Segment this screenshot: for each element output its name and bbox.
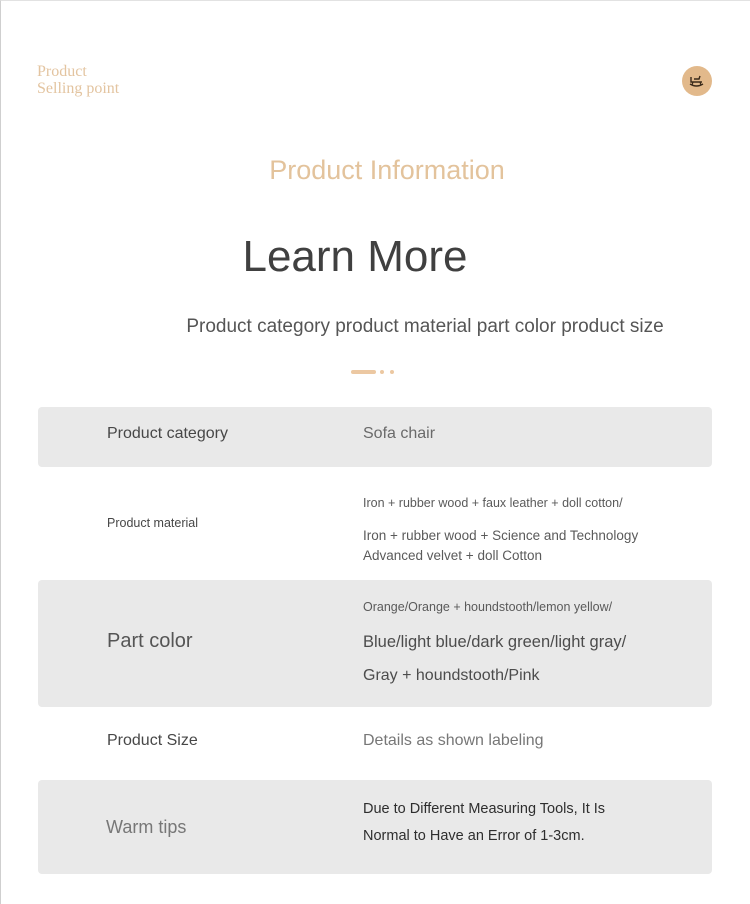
- spec-value: Iron + rubber wood + Science and Technology: [363, 528, 639, 543]
- spec-value: Advanced velvet + doll Cotton: [363, 548, 542, 563]
- brand-line-2: Selling point: [37, 80, 120, 97]
- section-headline: Learn More: [242, 232, 468, 281]
- spec-value: Orange/Orange + houndstooth/lemon yellow/: [363, 600, 613, 614]
- spec-value: Details as shown labeling: [363, 732, 544, 749]
- spec-value: Blue/light blue/dark green/light gray/: [363, 633, 627, 651]
- spec-label: Product Size: [107, 732, 198, 749]
- rocking-chair-icon-graphic: [688, 72, 706, 90]
- divider-bar: [351, 370, 376, 374]
- divider-dot: [390, 370, 394, 374]
- spec-row-size: [38, 720, 712, 764]
- spec-row-material: [38, 485, 712, 575]
- spec-value: Normal to Have an Error of 1-3cm.: [363, 828, 585, 844]
- spec-label: Product category: [107, 425, 228, 442]
- spec-label: Part color: [107, 630, 193, 652]
- spec-label: Product material: [107, 516, 199, 530]
- divider-dots: [351, 370, 394, 374]
- spec-value: Sofa chair: [363, 425, 436, 442]
- section-subtitle: Product Information: [269, 155, 505, 185]
- brand-line-1: Product: [37, 63, 87, 80]
- spec-value: Iron + rubber wood + faux leather + doll cotton/: [363, 496, 623, 510]
- spec-row-color: [38, 580, 712, 707]
- divider-dot: [380, 370, 384, 374]
- spec-row-tips: [38, 780, 712, 874]
- spec-value: Due to Different Measuring Tools, It Is: [363, 801, 606, 817]
- spec-value: Gray + houndstooth/Pink: [363, 667, 540, 684]
- brand-text: [37, 63, 119, 97]
- rocking-chair-icon: [682, 66, 712, 96]
- spec-row-category: [38, 407, 712, 467]
- spec-label: Warm tips: [106, 817, 187, 837]
- section-tagline: Product category product material part color product size: [186, 316, 664, 337]
